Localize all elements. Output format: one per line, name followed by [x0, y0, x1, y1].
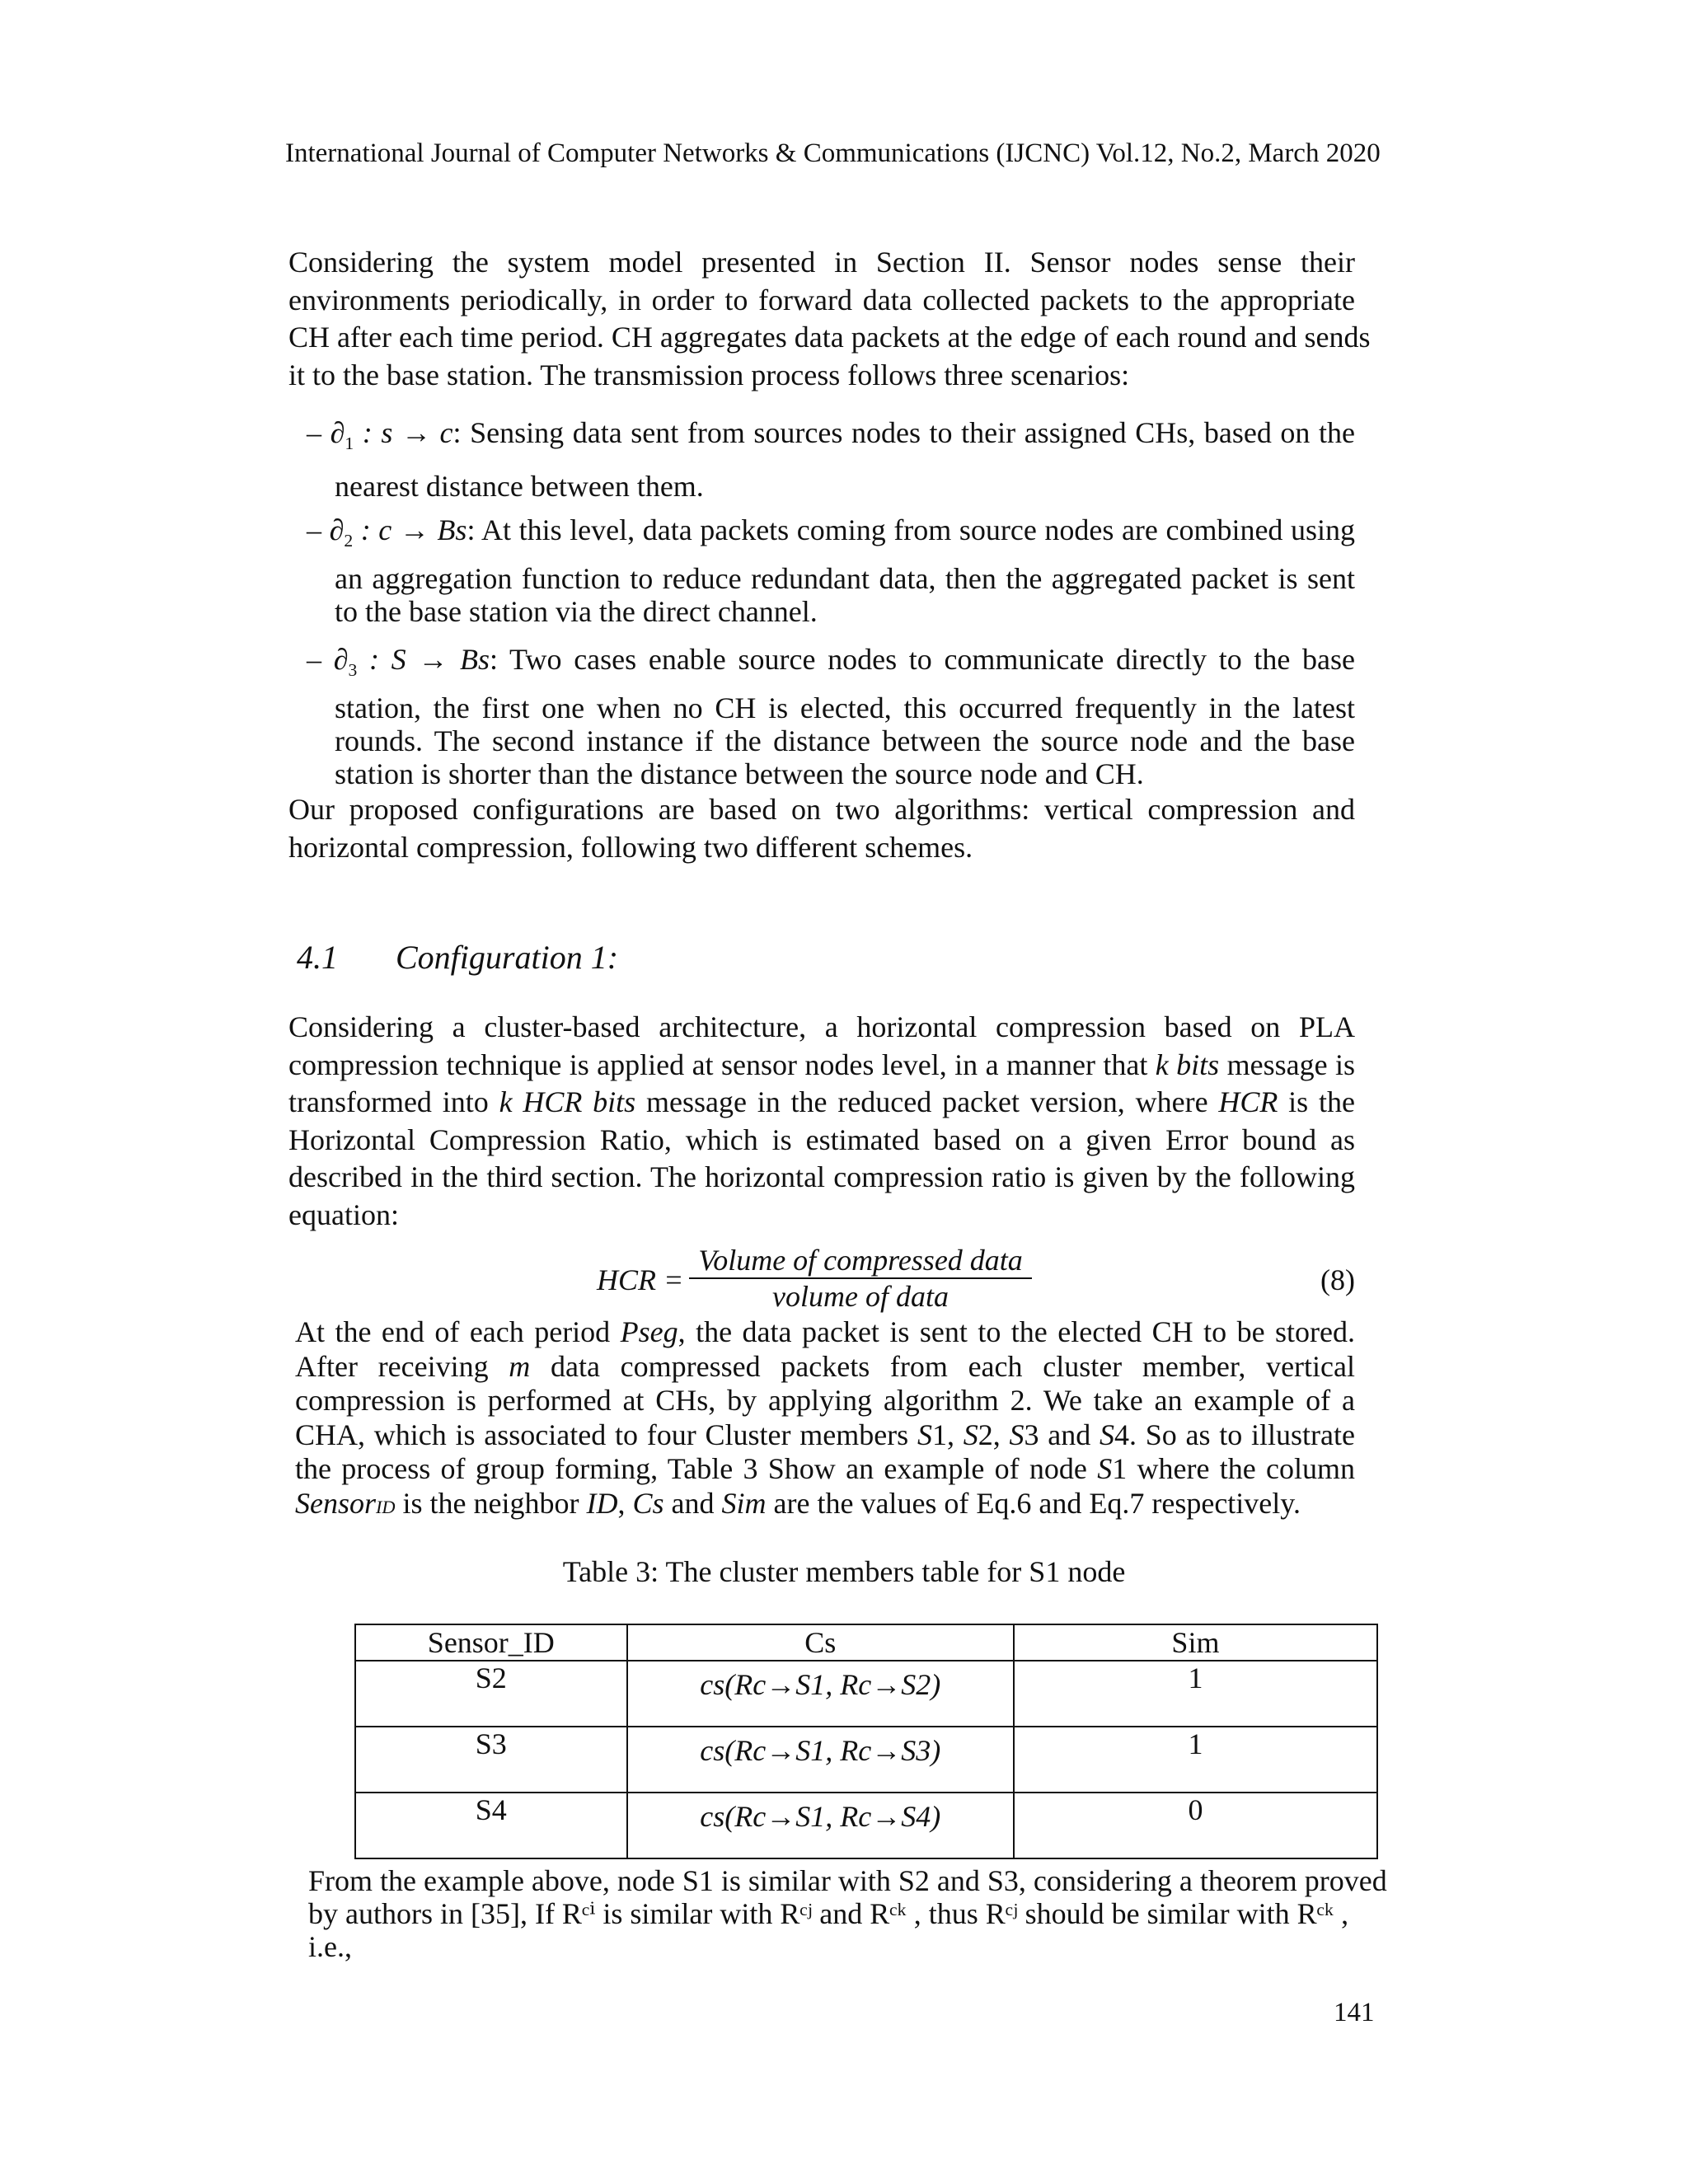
text-line: Horizontal Compression Ratio, which is estimated based on a given Error bound as — [288, 1122, 1355, 1156]
table-header-cell: Sensor_ID — [355, 1624, 627, 1661]
page-number: 141 — [1334, 1998, 1375, 2027]
text-line: Considering a cluster-based architecture, a horizontal compression based on PLA — [288, 1010, 1355, 1043]
equation-lhs: HCR = — [597, 1263, 684, 1296]
sensor-id-cell: S4 — [355, 1793, 627, 1858]
scenario-text: : Two cases enable source nodes to communicate directly to the base — [490, 643, 1355, 676]
sim-cell: 1 — [1014, 1727, 1377, 1793]
table-row — [355, 1793, 1377, 1858]
table-row — [355, 1727, 1377, 1793]
text-line: SensorID is the neighbor ID, Cs and Sim are the values of Eq.6 and Eq.7 respectively. — [295, 1486, 1301, 1520]
section-number: 4.1 — [297, 939, 338, 976]
running-header: International Journal of Computer Networks & Communications (IJCNC) Vol.12, No.2, March 2020 — [285, 138, 1381, 168]
text-line: compression technique is applied at sensor nodes level, in a manner that k bits message is — [288, 1047, 1355, 1081]
cs-cell: cs(Rc→S1, Rc→S4) — [627, 1793, 1014, 1858]
sim-cell: 1 — [1014, 1661, 1377, 1727]
text-line: After receiving m data compressed packets from each cluster member, vertical — [295, 1349, 1355, 1383]
partial-symbol: ∂ — [330, 416, 345, 449]
partial-index: 2 — [344, 531, 354, 551]
scenario-text: station is shorter than the distance between the source node and CH. — [335, 757, 1144, 791]
text-line: horizontal compression, following two different schemes. — [288, 830, 973, 864]
scenario-expr: : S → Bs — [368, 643, 490, 676]
equation-numerator: Volume of compressed data — [689, 1243, 1032, 1279]
table-header-cell: Sim — [1014, 1624, 1377, 1661]
period-paragraph — [295, 1315, 1355, 1524]
scenario-3 — [307, 643, 1355, 790]
text-line: the process of group forming, Table 3 Show an example of node S1 where the column — [295, 1452, 1356, 1485]
text-line: equation: — [288, 1197, 399, 1231]
equation-number: (8) — [1320, 1263, 1355, 1296]
sim-cell: 0 — [1014, 1793, 1377, 1858]
text-line: environments periodically, in order to forward data collected packets to the appropriate — [288, 283, 1355, 316]
text-line: transformed into k HCR bits message in the reduced packet version, where HCR is the — [288, 1085, 1355, 1118]
table-row — [355, 1661, 1377, 1727]
partial-index: 1 — [345, 434, 354, 454]
text-line: compression is performed at CHs, by applying algorithm 2. We take an example of a — [295, 1384, 1355, 1417]
closing-paragraph — [308, 1864, 1387, 1963]
scenario-1 — [307, 416, 1355, 503]
section-title: Configuration 1: — [396, 939, 619, 976]
text-line: From the example above, node S1 is similar with S2 and S3, considering a theorem proved — [308, 1864, 1387, 1897]
cs-cell: cs(Rc→S1, Rc→S3) — [627, 1727, 1014, 1793]
scenario-lead: – $\partial_1$ : s → c: Sensing data sent from sources nodes to their assigned CHs, based on the — [307, 416, 1356, 454]
scenario-expr: : c → Bs — [360, 513, 467, 546]
scenario-text: to the base station via the direct channel. — [335, 595, 818, 629]
text-line: it to the base station. The transmission process follows three scenarios: — [288, 358, 1130, 391]
table-caption: Table 3: The cluster members table for S1 node — [562, 1555, 1126, 1588]
scenario-text: : Sensing data sent from sources nodes to their assigned CHs, based on the — [452, 416, 1356, 449]
scenario-text: station, the first one when no CH is elected, this occurred frequently in the latest — [335, 691, 1355, 725]
cluster-members-table — [354, 1624, 1378, 1859]
text-line: CHA, which is associated to four Cluster members S1, S2, S3 and S4. So as to illustrate — [295, 1418, 1355, 1451]
scenario-2 — [307, 513, 1355, 628]
scenario-lead: – $\partial_3$ : S → Bs: Two cases enable source nodes to communicate directly to the base — [307, 643, 1355, 681]
text-line: Considering the system model presented in Section II. Sensor nodes sense their — [288, 246, 1355, 279]
partial-symbol: ∂ — [333, 643, 349, 676]
section-heading — [297, 938, 618, 977]
scenario-text: : At this level, data packets coming from source nodes are combined using — [467, 513, 1356, 546]
equation-denominator: volume of data — [772, 1280, 949, 1313]
scenario-lead: – $\partial_2$ : c → Bs: At this level, data packets coming from source nodes are combined using — [307, 513, 1356, 551]
text-line: described in the third section. The horizontal compression ratio is given by the following — [288, 1160, 1355, 1193]
partial-index: 3 — [348, 660, 358, 681]
text-line: i.e., — [308, 1930, 352, 1963]
text-line: At the end of each period Pseg, the data packet is sent to the elected CH to be stored. — [295, 1315, 1355, 1348]
text-line: by authors in [35], If Rᶜⁱ is similar with Rᶜʲ and Rᶜᵏ , thus Rᶜʲ should be similar with Rᶜᵏ , — [308, 1897, 1349, 1930]
cs-cell: cs(Rc→S1, Rc→S2) — [627, 1661, 1014, 1727]
scenario-text: rounds. The second instance if the distance between the source node and the base — [335, 724, 1355, 758]
equation-8 — [597, 1243, 1355, 1317]
partial-symbol: ∂ — [329, 513, 345, 546]
sensor-id-cell: S2 — [355, 1661, 627, 1727]
text-line: Our proposed configurations are based on two algorithms: vertical compression and — [288, 793, 1355, 826]
text-line: CH after each time period. CH aggregates data packets at the edge of each round and sends — [288, 321, 1371, 354]
sensor-id-cell: S3 — [355, 1727, 627, 1793]
scenario-text: an aggregation function to reduce redundant data, then the aggregated packet is sent — [335, 562, 1355, 596]
configurations-paragraph — [288, 791, 1355, 866]
configuration-1-paragraph — [288, 1009, 1355, 1234]
scenario-text: nearest distance between them. — [335, 470, 704, 504]
table-header-row — [355, 1624, 1377, 1661]
equation-fraction — [689, 1243, 1032, 1314]
table-header-cell: Cs — [627, 1624, 1014, 1661]
scenario-expr: : s → c — [362, 416, 453, 449]
intro-paragraph — [288, 244, 1371, 394]
